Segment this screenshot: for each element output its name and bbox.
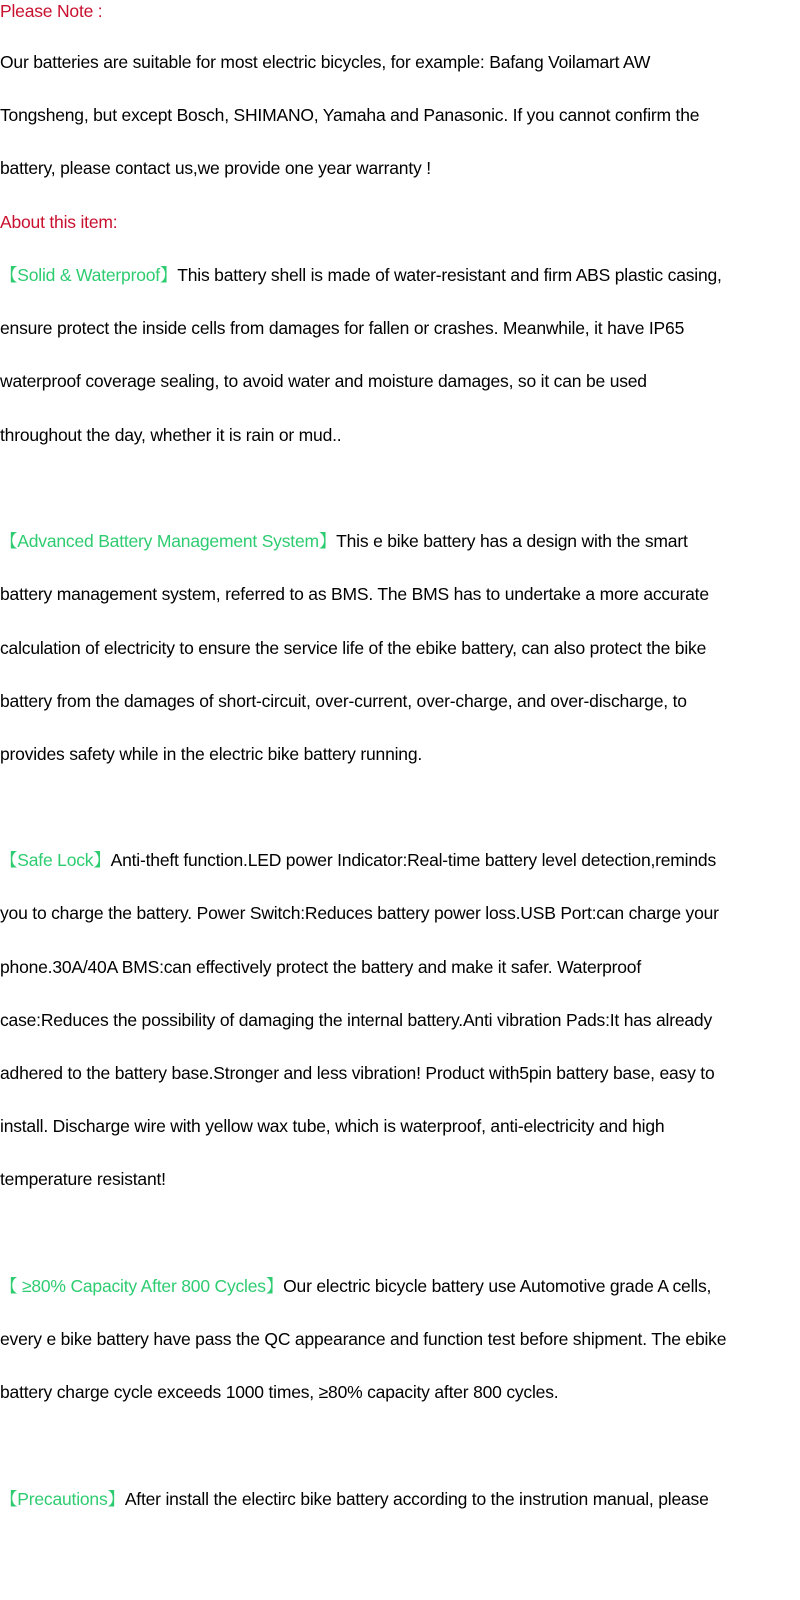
feature-capacity-line-2: every e bike battery have pass the QC appearance and function test before shipment. The ebike: [0, 1329, 727, 1349]
feature-capacity-line-1: [0, 1275, 711, 1297]
feature-safe-lock-line-6: install. Discharge wire with yellow wax tube, which is waterproof, anti-electricity and high: [0, 1116, 665, 1136]
feature-precautions-line-1: [0, 1488, 709, 1510]
feature-solid-waterproof-line-1: [0, 264, 722, 286]
feature-bms-line-3: calculation of electricity to ensure the service life of the ebike battery, can also protect the bike: [0, 638, 707, 658]
note-line-2: Tongsheng, but except Bosch, SHIMANO, Yamaha and Panasonic. If you cannot confirm the: [0, 105, 700, 125]
note-line-3: battery, please contact us,we provide one year warranty !: [0, 158, 431, 178]
note-heading: Please Note :: [0, 1, 103, 21]
feature-capacity-line-3: battery charge cycle exceeds 1000 times, ≥80% capacity after 800 cycles.: [0, 1382, 559, 1402]
feature-text: This battery shell is made of water-resistant and firm ABS plastic casing,: [177, 265, 722, 285]
feature-safe-lock-line-2: you to charge the battery. Power Switch:Reduces battery power loss.USB Port:can charge your: [0, 903, 719, 923]
feature-safe-lock-line-4: case:Reduces the possibility of damaging the internal battery.Anti vibration Pads:It has already: [0, 1010, 712, 1030]
about-heading: About this item:: [0, 212, 118, 232]
feature-title-bms: 【Advanced Battery Management System】: [0, 531, 337, 551]
feature-bms-line-5: provides safety while in the electric bike battery running.: [0, 744, 423, 764]
feature-text: Anti-theft function.LED power Indicator:Real-time battery level detection,reminds: [110, 850, 716, 870]
feature-solid-waterproof-line-3: waterproof coverage sealing, to avoid water and moisture damages, so it can be used: [0, 371, 647, 391]
feature-safe-lock-line-7: temperature resistant!: [0, 1169, 166, 1189]
feature-solid-waterproof-line-4: throughout the day, whether it is rain or mud..: [0, 425, 342, 445]
feature-safe-lock-line-3: phone.30A/40A BMS:can effectively protect the battery and make it safer. Waterproof: [0, 957, 641, 977]
feature-bms-line-4: battery from the damages of short-circuit, over-current, over-charge, and over-discharge, to: [0, 691, 687, 711]
feature-safe-lock-line-1: [0, 849, 716, 871]
feature-text: Our electric bicycle battery use Automotive grade A cells,: [283, 1276, 712, 1296]
feature-solid-waterproof-line-2: ensure protect the inside cells from damages for fallen or crashes. Meanwhile, it have IP65: [0, 318, 685, 338]
feature-title-capacity: 【 ≥80% Capacity After 800 Cycles】: [0, 1276, 284, 1296]
feature-bms-line-1: [0, 530, 688, 552]
feature-bms-line-2: battery management system, referred to as BMS. The BMS has to undertake a more accurate: [0, 584, 709, 604]
feature-title-safe-lock: 【Safe Lock】: [0, 850, 111, 870]
feature-title-solid-waterproof: 【Solid & Waterproof】: [0, 265, 178, 285]
feature-text: After install the electirc bike battery according to the instrution manual, please: [124, 1489, 709, 1509]
feature-safe-lock-line-5: adhered to the battery base.Stronger and less vibration! Product with5pin battery base, easy to: [0, 1063, 715, 1083]
feature-text: This e bike battery has a design with the smart: [336, 531, 688, 551]
note-line-1: Our batteries are suitable for most electric bicycles, for example: Bafang Voilamart AW: [0, 52, 651, 72]
feature-title-precautions: 【Precautions】: [0, 1489, 125, 1509]
